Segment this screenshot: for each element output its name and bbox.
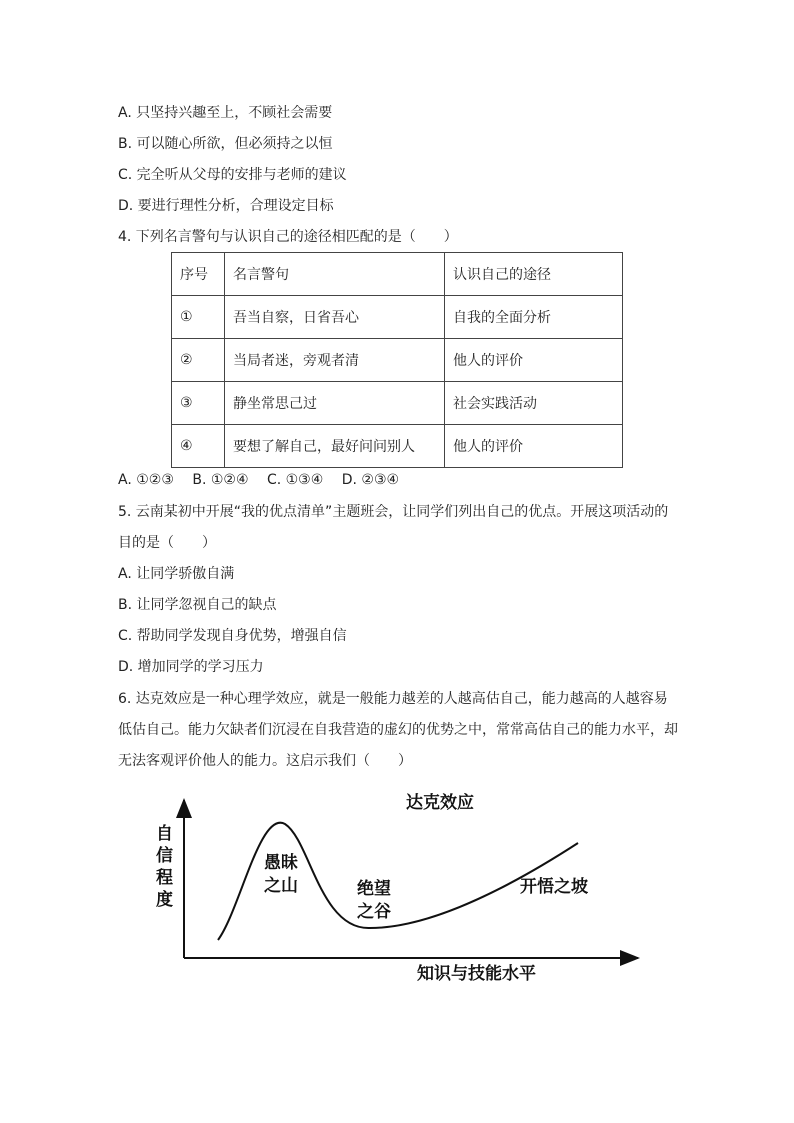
q5-stem-line1: 5. 云南某初中开展“我的优点清单”主题班会，让同学们列出自己的优点。开展这项活动的 (118, 504, 669, 520)
q4-stem: 4. 下列名言警句与认识自己的途径相匹配的是（ ） (118, 229, 458, 245)
y-axis-label-char: 程 (156, 868, 173, 888)
q6-stem-line2: 低估自己。能力欠缺者们沉浸在自我营造的虚幻的优势之中，常常高估自己的能力水平，却 (118, 722, 678, 738)
q3-option-c: C. 完全听从父母的安排与老师的建议 (118, 167, 347, 183)
q3-option-b: B. 可以随心所欲，但必须持之以恒 (118, 136, 333, 152)
dunning-kruger-figure (150, 790, 650, 995)
q6-stem-line1: 6. 达克效应是一种心理学效应，就是一般能力越差的人越高估自己，能力越高的人越容易 (118, 691, 668, 707)
x-axis-label: 知识与技能水平 (417, 964, 536, 984)
peak-label-line2: 之山 (264, 876, 298, 896)
y-axis-label-char: 度 (156, 890, 173, 910)
q5-option-d: D. 增加同学的学习压力 (118, 659, 264, 675)
q4-options: A. ①②③ B. ①②④ C. ①③④ D. ②③④ (118, 472, 400, 488)
valley-label-line2: 之谷 (357, 902, 391, 922)
q5-option-a: A. 让同学骄傲自满 (118, 566, 235, 582)
table-cell-index: ③ (172, 382, 225, 425)
y-axis-label-char: 信 (156, 846, 173, 866)
table-cell-method: 他人的评价 (445, 339, 623, 382)
table-row (172, 382, 623, 425)
table-row (172, 296, 623, 339)
y-axis-label-char: 自 (156, 824, 173, 844)
figure-title: 达克效应 (406, 793, 474, 813)
q5-stem-line2: 目的是（ ） (118, 535, 216, 551)
header-quote: 名言警句 (225, 253, 445, 296)
table-row (172, 425, 623, 468)
valley-label-line1: 绝望 (357, 879, 391, 899)
q5-option-c: C. 帮助同学发现自身优势，增强自信 (118, 628, 347, 644)
table-cell-quote: 吾当自察，日省吾心 (225, 296, 445, 339)
q5-option-b: B. 让同学忽视自己的缺点 (118, 597, 277, 613)
table-cell-method: 他人的评价 (445, 425, 623, 468)
table-cell-index: ④ (172, 425, 225, 468)
slope-label: 开悟之坡 (520, 877, 588, 897)
table-cell-method: 自我的全面分析 (445, 296, 623, 339)
table-cell-index: ② (172, 339, 225, 382)
table-header-row (172, 253, 623, 296)
table-cell-quote: 当局者迷，旁观者清 (225, 339, 445, 382)
table-row (172, 339, 623, 382)
table-cell-quote: 静坐常思己过 (225, 382, 445, 425)
q3-option-d: D. 要进行理性分析，合理设定目标 (118, 198, 334, 214)
table-cell-quote: 要想了解自己，最好问问别人 (225, 425, 445, 468)
q3-option-a: A. 只坚持兴趣至上，不顾社会需要 (118, 105, 333, 121)
peak-label-line1: 愚昧 (264, 853, 298, 873)
q6-stem-line3: 无法客观评价他人的能力。这启示我们（ ） (118, 753, 412, 769)
table-cell-index: ① (172, 296, 225, 339)
header-index: 序号 (172, 253, 225, 296)
q4-table (171, 252, 623, 468)
table-cell-method: 社会实践活动 (445, 382, 623, 425)
header-method: 认识自己的途径 (445, 253, 623, 296)
